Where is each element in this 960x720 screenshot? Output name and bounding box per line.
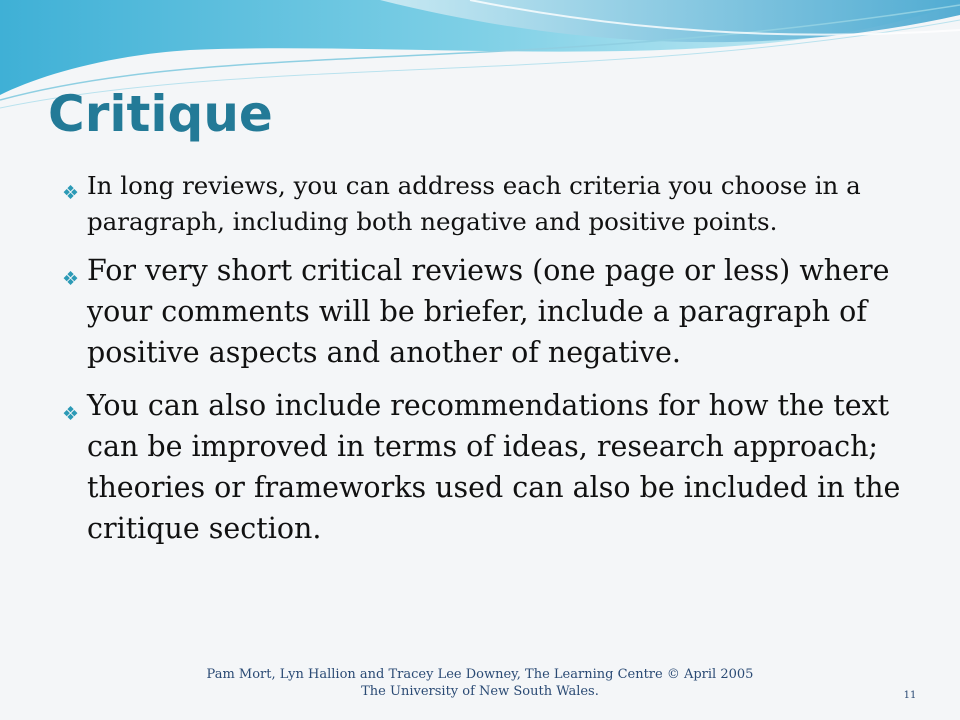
footer-line: The University of New South Wales. (361, 684, 599, 699)
footer-credit (130, 666, 830, 700)
diamond-bullet-icon: ❖ (62, 403, 80, 425)
footer-line: Pam Mort, Lyn Hallion and Tracey Lee Downey, The Learning Centre © April 2005 (206, 667, 754, 682)
bullet-list (62, 168, 932, 561)
diamond-bullet-icon: ❖ (62, 182, 80, 204)
bullet-item (62, 385, 932, 549)
page-number: 11 (903, 690, 917, 701)
bullet-item (62, 250, 932, 373)
diamond-bullet-icon: ❖ (62, 268, 80, 290)
bullet-text: In long reviews, you can address each criteria you choose in a paragraph, including both negative and positive points. (87, 171, 861, 236)
bullet-item (62, 168, 932, 240)
bullet-text: You can also include recommendations for how the text can be improved in terms of ideas, research approach; theories or frameworks used can also be included in the critique section. (87, 389, 901, 545)
slide-title: Critique (48, 85, 273, 143)
bullet-text: For very short critical reviews (one page or less) where your comments will be briefer, include a paragraph of positive aspects and another of negative. (87, 254, 890, 369)
